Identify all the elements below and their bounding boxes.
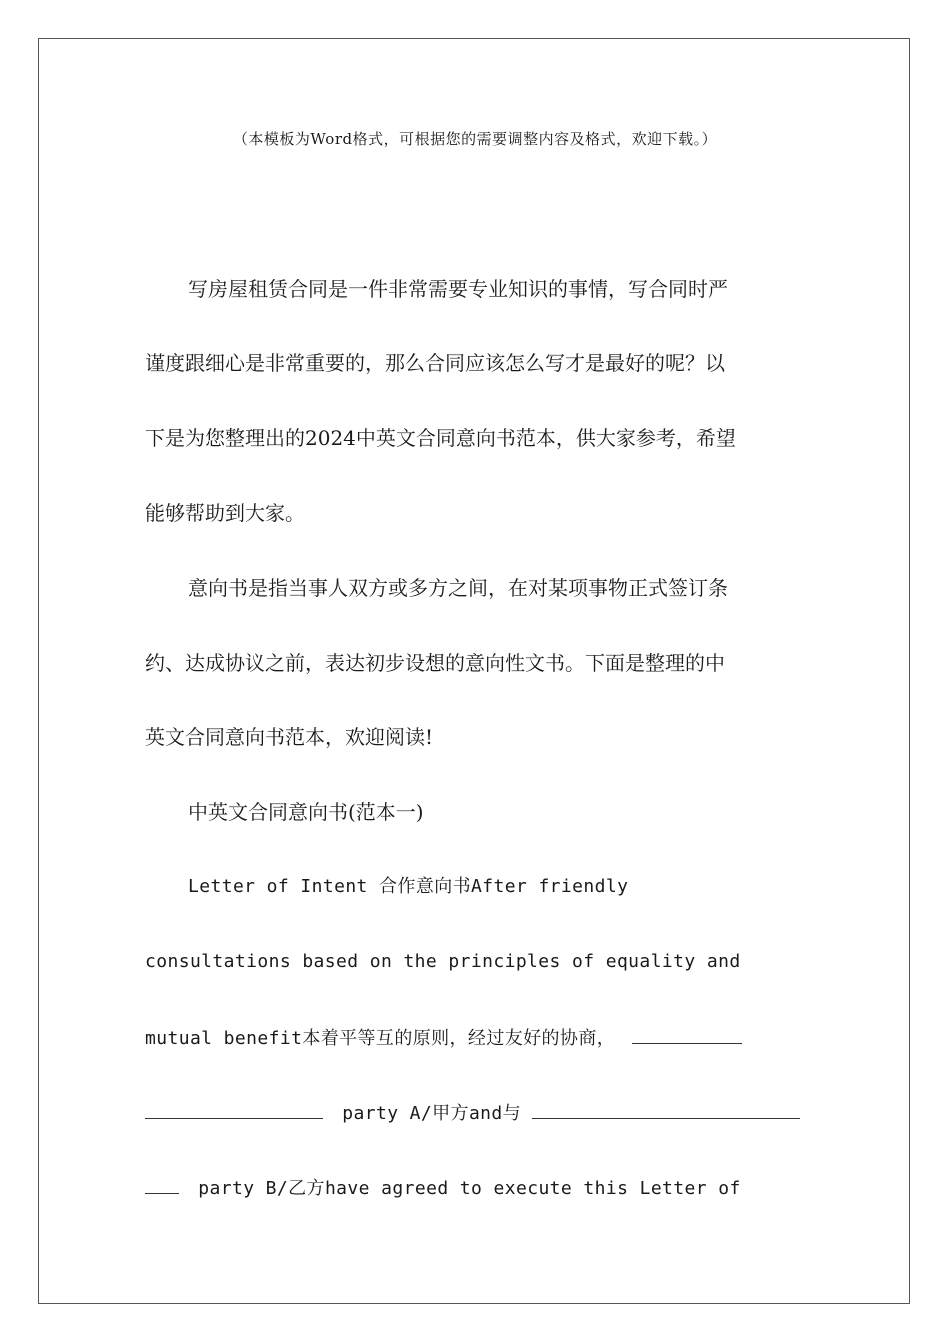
letter-line-4-text: party A/甲方and与 <box>342 1103 522 1124</box>
party-b-name-blank-part1[interactable] <box>532 1100 800 1119</box>
definition-line-1: 意向书是指当事人双方或多方之间，在对某项事物正式签订条 <box>188 576 728 600</box>
intro-line-3: 下是为您整理出的2024中英文合同意向书范本，供大家参考，希望 <box>145 426 736 450</box>
sample-title: 中英文合同意向书(范本一) <box>188 800 424 824</box>
definition-line-3: 英文合同意向书范本，欢迎阅读! <box>145 725 434 749</box>
letter-line-5 <box>145 1175 741 1201</box>
template-note: （本模板为Word格式，可根据您的需要调整内容及格式，欢迎下载。） <box>232 130 718 148</box>
intro-line-2: 谨度跟细心是非常重要的，那么合同应该怎么写才是最好的呢？以 <box>145 351 725 375</box>
definition-line-2: 约、达成协议之前，表达初步设想的意向性文书。下面是整理的中 <box>145 651 725 675</box>
party-a-name-blank-part2[interactable] <box>145 1100 323 1119</box>
letter-line-2: consultations based on the principles of equality and <box>145 951 741 972</box>
intro-line-4: 能够帮助到大家。 <box>145 501 305 525</box>
letter-line-1: Letter of Intent 合作意向书After friendly <box>188 876 629 897</box>
intro-line-1: 写房屋租赁合同是一件非常需要专业知识的事情，写合同时严 <box>188 277 728 301</box>
letter-line-3-text: mutual benefit本着平等互的原则，经过友好的协商， <box>145 1028 616 1049</box>
party-b-name-blank-part2[interactable] <box>145 1175 179 1194</box>
letter-line-4 <box>145 1100 800 1126</box>
party-a-name-blank-part1[interactable] <box>632 1025 742 1044</box>
letter-line-5-text: party B/乙方have agreed to execute this Letter of <box>198 1178 741 1199</box>
letter-line-3 <box>145 1025 742 1051</box>
